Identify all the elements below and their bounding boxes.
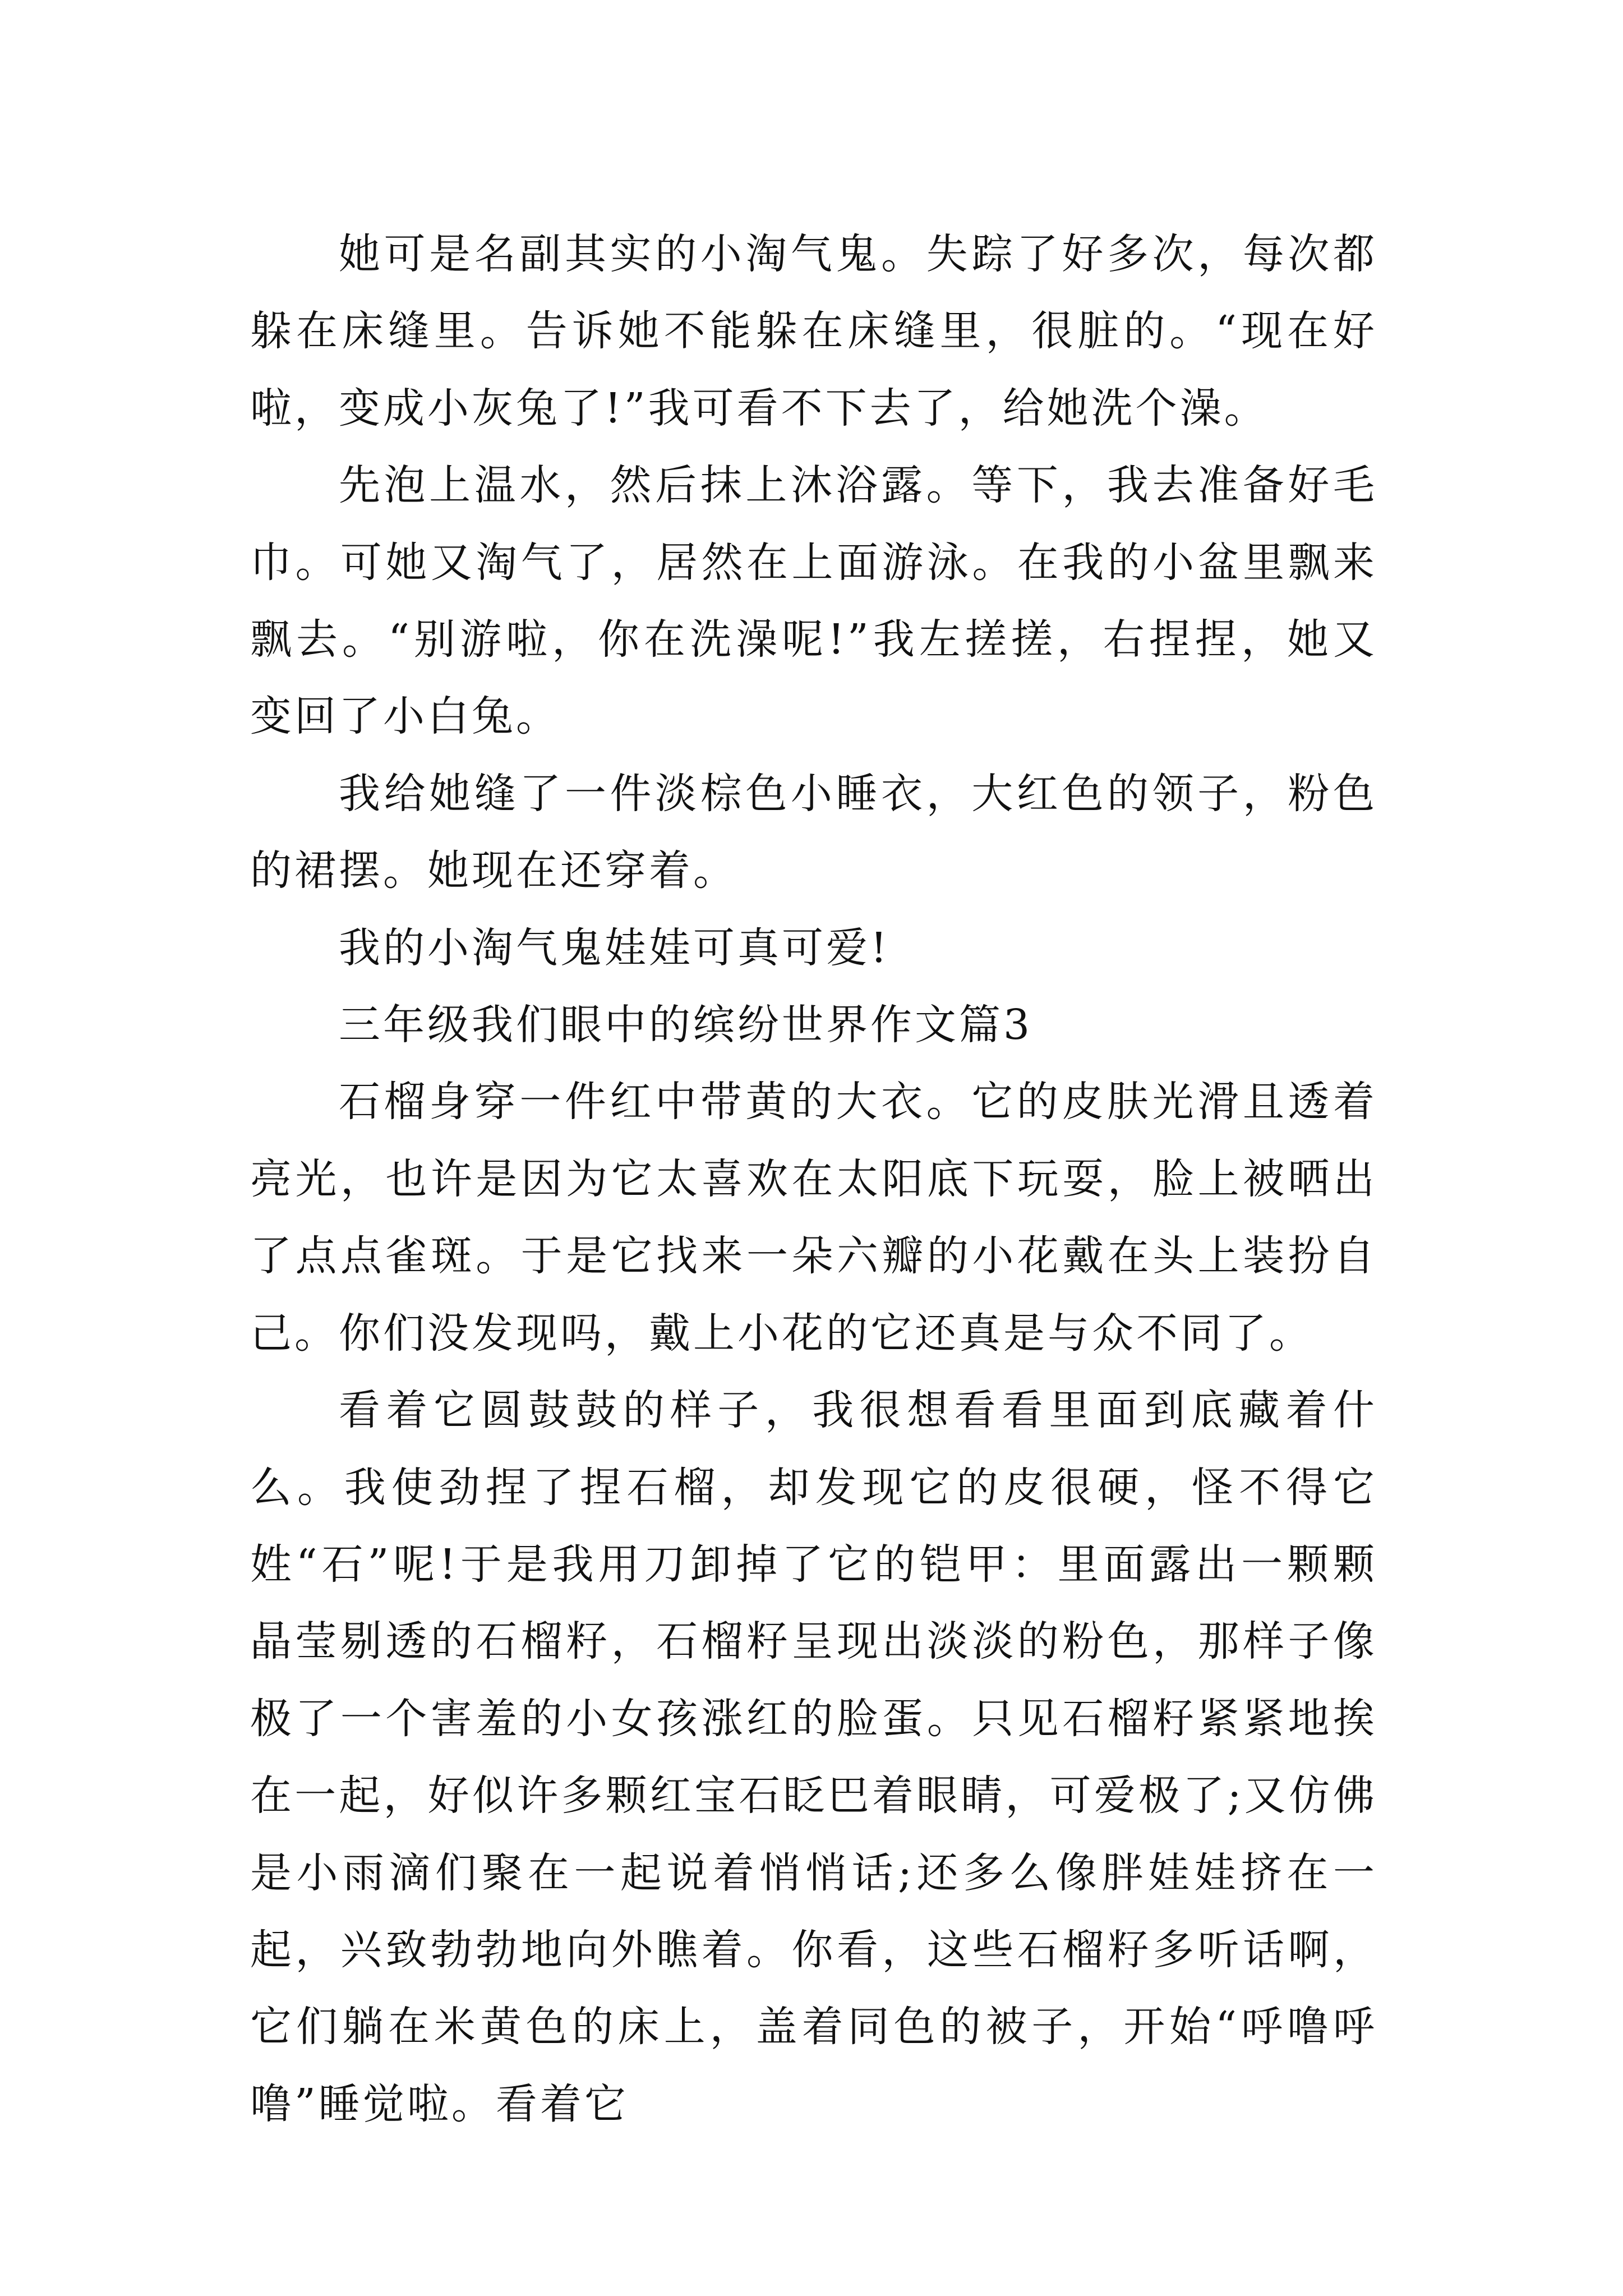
essay-body [250,216,1377,2143]
paragraph-6: 看着它圆鼓鼓的样子，我很想看看里面到底藏着什么。我使劲捏了捏石榴，却发现它的皮很硬，怪不得它姓“石”呢!于是我用刀卸掉了它的铠甲：里面露出一颗颗晶莹剔透的石榴籽，石榴籽呈现出淡淡的粉色，那样子像极了一个害羞的小女孩涨红的脸蛋。只见石榴籽紧紧地挨在一起，好似许多颗红宝石眨巴着眼睛，可爱极了;又仿佛是小雨滴们聚在一起说着悄悄话;还多么像胖娃娃挤在一起，兴致勃勃地向外瞧着。你看，这些石榴籽多听话啊，它们躺在米黄色的床上，盖着同色的被子，开始“呼噜呼噜”睡觉啦。看着它 [250,1386,1377,2128]
section-heading: 三年级我们眼中的缤纷世界作文篇3 [339,1001,1033,1050]
paragraph-3: 我给她缝了一件淡棕色小睡衣，大红色的领子，粉色的裙摆。她现在还穿着。 [250,769,1377,895]
paragraph-1: 她可是名副其实的小淘气鬼。失踪了好多次，每次都躲在床缝里。告诉她不能躲在床缝里，很脏的。“现在好啦，变成小灰兔了!”我可看不下去了，给她洗个澡。 [250,230,1377,432]
paragraph-4: 我的小淘气鬼娃娃可真可爱! [339,923,890,972]
paragraph-2: 先泡上温水，然后抹上沐浴露。等下，我去准备好毛巾。可她又淘气了，居然在上面游泳。在我的小盆里飘来飘去。“别游啦，你在洗澡呢!”我左搓搓，右捏捏，她又变回了小白兔。 [250,461,1377,741]
paragraph-5: 石榴身穿一件红中带黄的大衣。它的皮肤光滑且透着亮光，也许是因为它太喜欢在太阳底下玩耍，脸上被晒出了点点雀斑。于是它找来一朵六瓣的小花戴在头上装扮自己。你们没发现吗，戴上小花的它还真是与众不同了。 [250,1078,1377,1358]
